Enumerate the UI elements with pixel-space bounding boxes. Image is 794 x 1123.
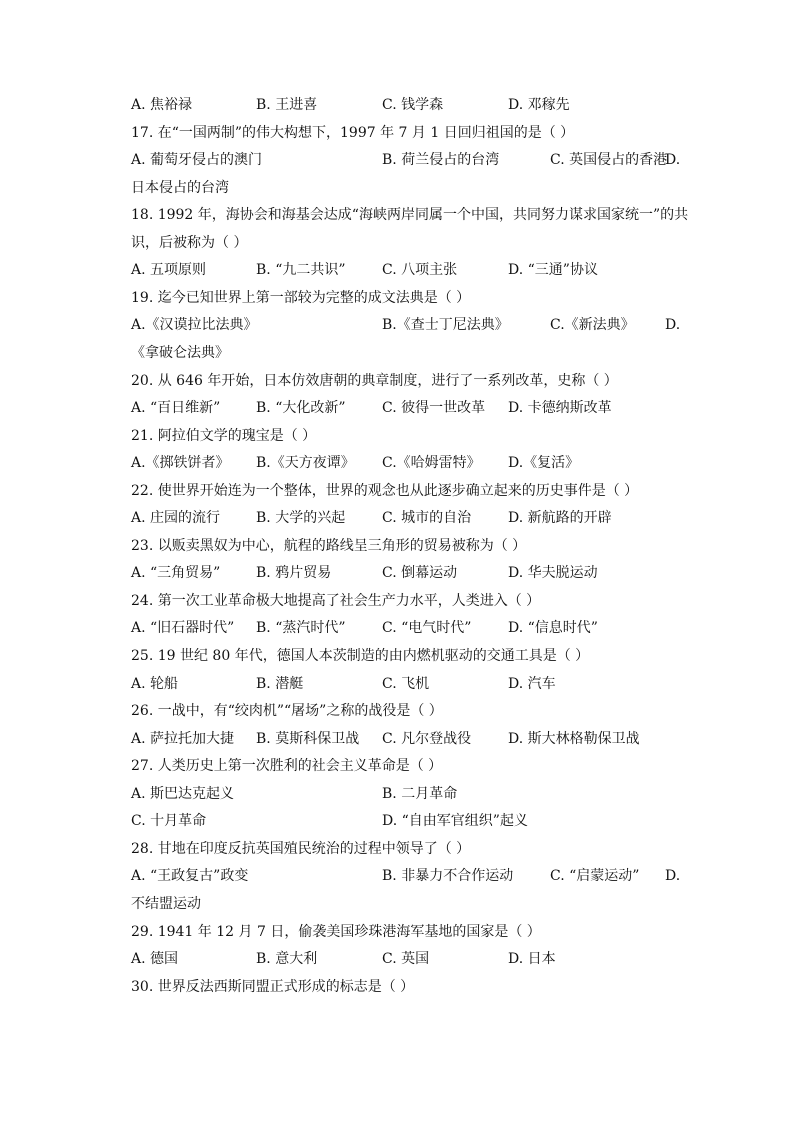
answer-option: C. 钱学森 <box>382 97 444 113</box>
answer-option: C.《哈姆雷特》 <box>382 455 481 472</box>
answer-option: D. <box>665 317 681 334</box>
answer-option: D. 日本 <box>508 951 556 968</box>
question-text: 17. 在“一国两制”的伟大构想下，1997 年 7 月 1 日回归祖国的是（ ） <box>131 124 575 141</box>
answer-option: A.《汉谟拉比法典》 <box>131 317 258 334</box>
question-text: 19. 迄今已知世界上第一部较为完整的成文法典是（ ） <box>131 289 471 306</box>
answer-option: D. “三通”协议 <box>508 262 598 279</box>
answer-option: D. 汽车 <box>508 675 556 692</box>
answer-option: A. 庄园的流行 <box>131 510 221 527</box>
question-text: 29. 1941 年 12 月 7 日，偷袭美国珍珠港海军基地的国家是（ ） <box>131 923 541 940</box>
answer-option: B. 意大利 <box>256 951 318 968</box>
question-text: 21. 阿拉伯文学的瑰宝是（ ） <box>131 427 317 444</box>
answer-option: C. 飞机 <box>382 675 430 692</box>
answer-option: B. “大化改新” <box>256 400 346 417</box>
answer-option: B. 二月革命 <box>382 785 458 802</box>
option-row <box>131 149 691 171</box>
question-text: 25. 19 世纪 80 年代，德国人本茨制造的由内燃机驱动的交通工具是（ ） <box>131 648 590 664</box>
answer-option: B. 莫斯科保卫战 <box>256 730 360 747</box>
question-text: 28. 甘地在印度反抗英国殖民统治的过程中领导了（ ） <box>131 840 471 857</box>
answer-option: B. 大学的兴起 <box>256 510 346 527</box>
answer-option: B. 王进喜 <box>256 97 318 113</box>
answer-option: A. “三角贸易” <box>131 565 221 582</box>
option-row <box>131 562 691 584</box>
option-row <box>131 452 691 474</box>
answer-option: D. <box>665 152 681 169</box>
answer-option: D.《复活》 <box>508 455 580 472</box>
answer-option: B. 潜艇 <box>256 675 304 692</box>
option-row <box>131 865 691 887</box>
answer-option: B. 非暴力不合作运动 <box>382 868 514 885</box>
question-text: 日本侵占的台湾 <box>131 179 229 196</box>
answer-option: D. 斯大林格勒保卫战 <box>508 730 640 747</box>
option-row <box>131 94 691 116</box>
option-row <box>131 728 691 750</box>
option-row <box>131 259 691 281</box>
answer-option: C. 英国侵占的香港 <box>550 152 668 169</box>
option-row <box>131 948 691 970</box>
option-row <box>131 673 691 695</box>
answer-option: A. “百日维新” <box>131 400 221 417</box>
answer-option: A. 德国 <box>131 951 179 968</box>
answer-option: D. 邓稼先 <box>508 97 570 113</box>
question-text: 18. 1992 年，海协会和海基会达成“海峡两岸同属一个中国，共同努力谋求国家统一”的共 <box>131 207 689 224</box>
question-text: 《拿破仑法典》 <box>131 344 229 361</box>
option-row <box>131 314 691 336</box>
answer-option: B. “九二共识” <box>256 262 346 279</box>
answer-option: A. 轮船 <box>131 675 179 692</box>
answer-option: C. “电气时代” <box>382 620 472 637</box>
option-row <box>131 810 691 832</box>
answer-option: D. <box>665 868 681 885</box>
answer-option: A. “王政复古”政变 <box>131 868 249 885</box>
answer-option: A. 斯巴达克起义 <box>131 785 235 802</box>
question-text: 30. 世界反法西斯同盟正式形成的标志是（ ） <box>131 978 415 995</box>
answer-option: B.《查士丁尼法典》 <box>382 317 509 334</box>
option-row <box>131 397 691 419</box>
answer-option: A.《掷铁饼者》 <box>131 455 230 472</box>
answer-option: A. 葡萄牙侵占的澳门 <box>131 152 263 169</box>
answer-option: B. 荷兰侵占的台湾 <box>382 152 500 169</box>
question-text: 20. 从 646 年开始，日本仿效唐朝的典章制度，进行了一系列改革，史称（ ） <box>131 372 618 389</box>
answer-option: D. 卡德纳斯改革 <box>508 400 612 417</box>
question-text: 23. 以贩卖黑奴为中心，航程的路线呈三角形的贸易被称为（ ） <box>131 537 527 554</box>
answer-option: D. “信息时代” <box>508 620 598 637</box>
question-text: 识，后被称为（ ） <box>131 234 248 251</box>
answer-option: A. 焦裕禄 <box>131 97 193 113</box>
answer-option: C. 倒幕运动 <box>382 565 458 582</box>
answer-option: B. “蒸汽时代” <box>256 620 346 637</box>
answer-option: D. 华夫脱运动 <box>508 565 598 582</box>
answer-option: C. 城市的自治 <box>382 510 472 527</box>
question-text: 27. 人类历史上第一次胜利的社会主义革命是（ ） <box>131 758 443 775</box>
question-text: 26. 一战中，有“绞肉机”“屠场”之称的战役是（ ） <box>131 703 443 720</box>
option-row <box>131 617 691 639</box>
answer-option: C. 彼得一世改革 <box>382 400 486 417</box>
answer-option: C. 八项主张 <box>382 262 458 279</box>
answer-option: A. 五项原则 <box>131 262 207 279</box>
option-row <box>131 507 691 529</box>
answer-option: A. 萨拉托加大捷 <box>131 730 235 747</box>
question-text: 24. 第一次工业革命极大地提高了社会生产力水平，人类进入（ ） <box>131 592 541 609</box>
answer-option: C. “启蒙运动” <box>550 868 640 885</box>
answer-option: D. 新航路的开辟 <box>508 510 612 527</box>
answer-option: D. “自由军官组织”起义 <box>382 813 528 830</box>
answer-option: B. 鸦片贸易 <box>256 565 332 582</box>
answer-option: C. 凡尔登战役 <box>382 730 472 747</box>
answer-option: A. “旧石器时代” <box>131 620 235 637</box>
question-text: 22. 使世界开始连为一个整体，世界的观念也从此逐步确立起来的历史事件是（ ） <box>131 482 639 499</box>
answer-option: C.《新法典》 <box>550 317 635 334</box>
answer-option: C. 十月革命 <box>131 813 207 830</box>
answer-option: C. 英国 <box>382 951 430 968</box>
question-text: 不结盟运动 <box>131 895 201 912</box>
answer-option: B.《天方夜谭》 <box>256 455 355 472</box>
option-row <box>131 783 691 805</box>
